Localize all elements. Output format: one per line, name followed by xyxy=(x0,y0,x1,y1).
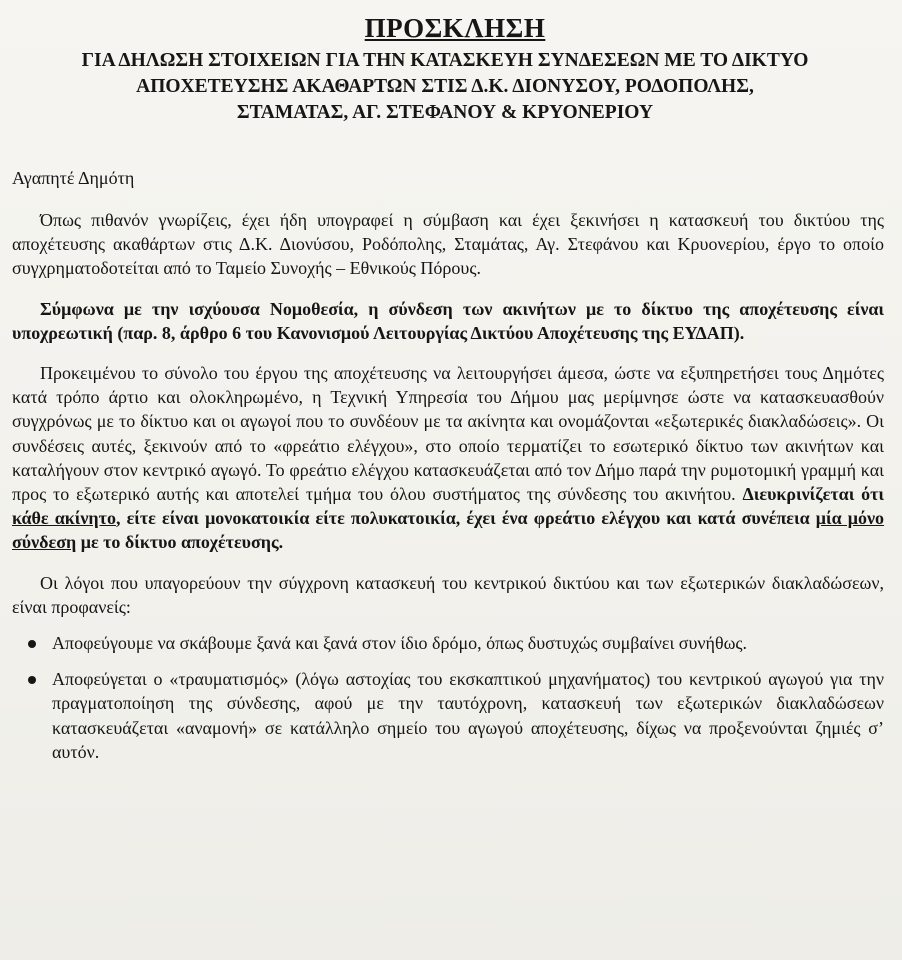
subtitle-line-3: ΣΤΑΜΑΤΑΣ, ΑΓ. ΣΤΕΦΑΝΟΥ & ΚΡΥΟΝΕΡΙΟΥ xyxy=(236,102,654,123)
clarification-emphasis-1: κάθε ακίνητο xyxy=(12,508,116,529)
document-title: ΠΡΟΣΚΛΗΣΗ xyxy=(364,13,546,43)
paragraph-connections-text: Προκειμένου το σύνολο του έργου της αποχέτευσης να λειτουργήσει άμεσα, ώστε να εξυπηρετήσει τους Δημότες κατά τρόπο άρτιο και ολοκληρωμένο, η Τεχνική Υπηρεσία του Δήμου μας μερίμνησε ώστε να κατασκευασθούν συγχρόνως με το δίκτυο και οι αγωγοί που το συνδέουν με τα ακίνητα και ονομάζονται «εξωτερικές διακλαδώσεις». Οι συνδέσεις αυτές, ξεκινούν από το «φρεάτιο ελέγχου», στο οποίο τερματίζει το εσωτερικό δίκτυο των ακινήτων και καταλήγουν στον κεντρικό αγωγό. Το φρεάτιο ελέγχου κατασκευάζεται από τον Δήμο παρά την ρυμοτομική γραμμή και προς το εξωτερικό αυτής και αποτελεί τμήμα του όλου συστήματος της σύνδεσης του ακινήτου. xyxy=(12,363,884,505)
list-item-text: Αποφεύγεται ο «τραυματισμός» (λόγω αστοχίας του εκσκαπτικού μηχανήματος) του κεντρικού αγωγού για την πραγματοποίηση της σύνδεσης, αφού με την ταυτόχρονη, κατασκευή των εξωτερικών διακλαδώσεων κατασκευάζεται «αναμονή» σε κατάλληλο σημείο του αγωγού αποχέτευσης, δίχως να προξενούνται ζημιές σ’ αυτόν. xyxy=(52,669,884,762)
list-item xyxy=(6,631,884,655)
list-item xyxy=(6,667,884,764)
bullet-icon xyxy=(28,640,36,648)
document-subtitle xyxy=(6,48,884,126)
clarification-text-1: Διευκρινίζεται ότι xyxy=(742,484,884,505)
paragraph-reasons: Οι λόγοι που υπαγορεύουν την σύγχρονη κατασκευή του κεντρικού δικτύου και των εξωτερικών διακλαδώσεων, είναι προφανείς: xyxy=(12,572,884,617)
list-item-text: Αποφεύγουμε να σκάβουμε ξανά και ξανά στον ίδιο δρόμο, όπως δυστυχώς συμβαίνει συνήθως. xyxy=(52,633,748,654)
paragraph-connections xyxy=(6,361,884,555)
reasons-list xyxy=(6,631,884,764)
paragraph-legislation: Σύμφωνα με την ισχύουσα Νομοθεσία, η σύνδεση των ακινήτων με το δίκτυο της αποχέτευσης είναι υποχρεωτική (παρ. 8, άρθρο 6 του Κανονισμού Λειτουργίας Δικτύου Αποχέτευσης της ΕΥΔΑΠ). xyxy=(12,298,884,343)
paragraph-intro: Όπως πιθανόν γνωρίζεις, έχει ήδη υπογραφεί η σύμβαση και έχει ξεκινήσει η κατασκευή του δικτύου της αποχέτευσης ακαθάρτων στις Δ.Κ. Διονύσου, Ροδόπολης, Σταμάτας, Αγ. Στεφάνου και Κρυονερίου, έργο το οποίο συγχρηματοδοτείται από το Ταμείο Συνοχής – Εθνικούς Πόρους. xyxy=(12,210,884,279)
clarification-emphasis-2: μία μόνο σύνδεση xyxy=(12,508,885,553)
clarification-text-2: , είτε είναι μονοκατοικία είτε πολυκατοικία, έχει ένα φρεάτιο ελέγχου και κατά συνέπεια xyxy=(115,508,816,529)
bullet-icon xyxy=(28,676,36,684)
subtitle-line-1: ΓΙΑ ΔΗΛΩΣΗ ΣΤΟΙΧΕΙΩΝ ΓΙΑ ΤΗΝ ΚΑΤΑΣΚΕΥΗ ΣΥΝΔΕΣΕΩΝ ΜΕ ΤΟ ΔΙΚΤΥΟ xyxy=(81,50,809,71)
subtitle-line-2: ΑΠΟΧΕΤΕΥΣΗΣ ΑΚΑΘΑΡΤΩΝ ΣΤΙΣ Δ.Κ. ΔΙΟΝΥΣΟΥ, ΡΟΔΟΠΟΛΗΣ, xyxy=(136,76,754,97)
greeting: Αγαπητέ Δημότη xyxy=(12,168,135,188)
clarification-text-3: με το δίκτυο αποχέτευσης. xyxy=(76,532,284,553)
